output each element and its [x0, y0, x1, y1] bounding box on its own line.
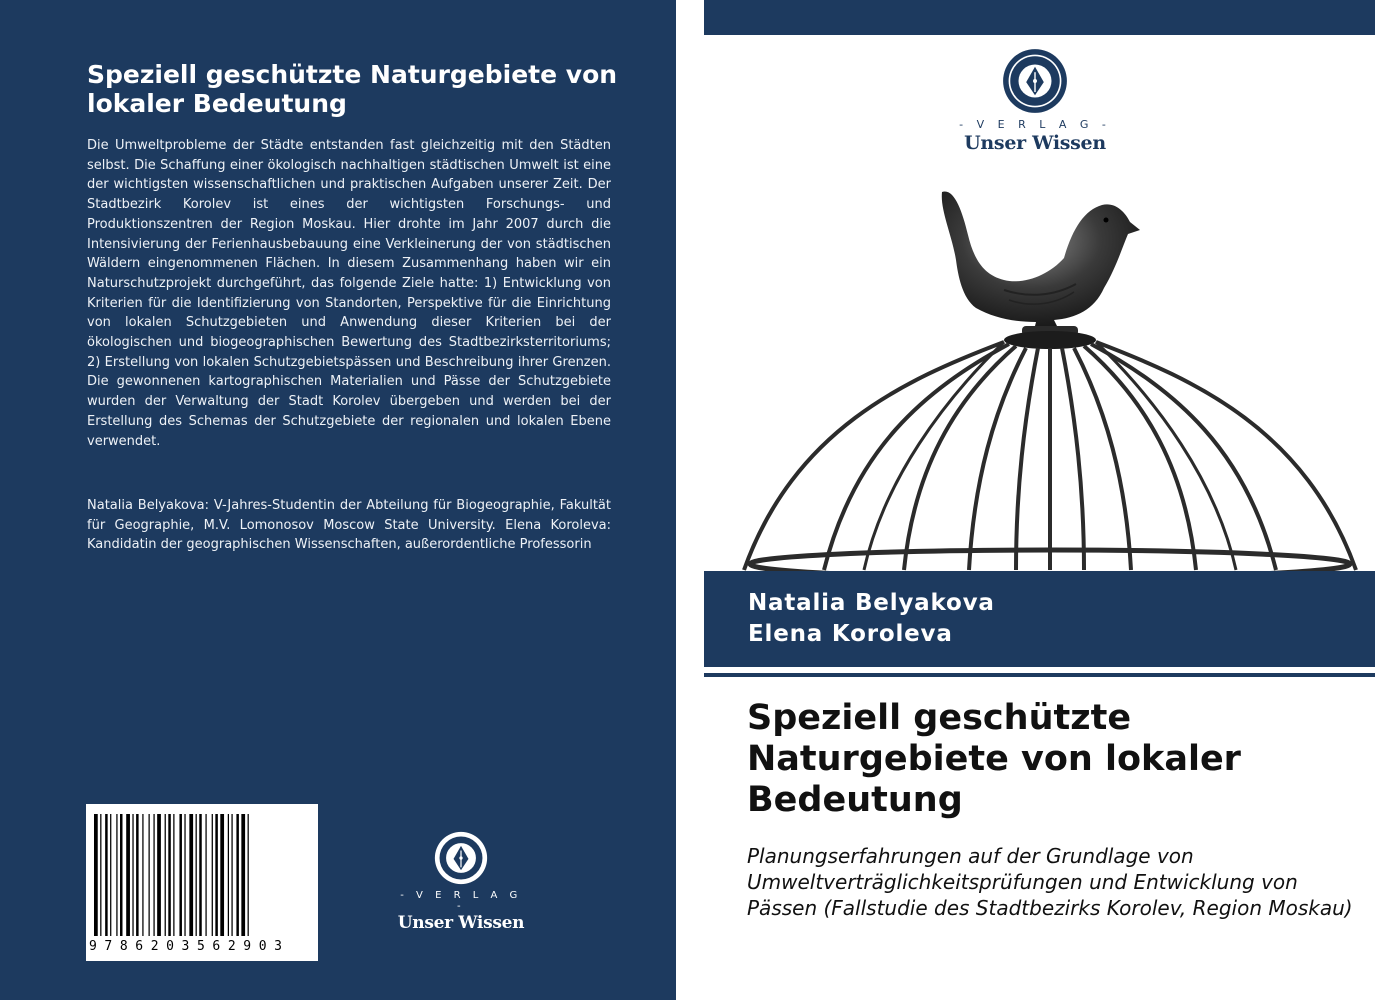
- front-publisher-logo: [955, 48, 1115, 154]
- author-band: [704, 571, 1375, 667]
- barcode-bar: [236, 814, 239, 936]
- barcode-bar: [94, 814, 98, 936]
- isbn-number: 9786203562903: [89, 939, 290, 954]
- barcode-bar: [196, 814, 197, 936]
- barcode-bar: [179, 814, 182, 936]
- barcode-bar: [220, 814, 224, 936]
- isbn-barcode: [86, 804, 318, 961]
- back-cover-blurb: Die Umweltprobleme der Städte entstanden fast gleichzeitig mit den Städten selbst. Die Schaffung einer ökologisch nachhaltigen städtischen Umwelt ist eine der wichtigsten wissenschaftlichen und praktischen Aufgaben unserer Zeit. Der Stadtbezirk Korolev ist eines der wichtigsten Forschungs- und Produktionszentren der Region Moskau. Hier drohte im Jahr 2007 durch die Intensivierung der Ferienhausbebauung eine Verkleinerung der von städtischen Wäldern eingenommenen Flächen. In diesem Zusammenhang haben wir ein Naturschutzprojekt durchgeführt, das folgende Ziele hatte: 1) Entwicklung von Kriterien für die Identifizierung von Standorten, Perspektive für die Einrichtung von lokalen Schutzgebieten und Anwendung dieser Kriterien bei der ökologischen und biogeographischen Bewertung des Stadtbezirksterritoriums; 2) Erstellung von lokalen Schutzgebietspässen und Beschreibung ihrer Grenzen. Die gewonnenen kartographischen Materialien und Pässe der Schutzgebiete wurden der Verwaltung der Stadt Korolev übergeben und werden bei der Erstellung des Schemas der Schutzgebiete der regionalen und lokalen Ebene verwendet.: [87, 138, 611, 449]
- publisher-seal-icon: [433, 830, 489, 886]
- barcode-bar: [228, 814, 229, 936]
- author-bio: Natalia Belyakova: V-Jahres-Studentin der Abteilung für Biogeographie, Fakultät für Geographie, M.V. Lomonosov Moscow State University. Elena Koroleva: Kandidatin der geographischen Wissenschaften, außerordentliche Professorin: [87, 498, 611, 553]
- barcode-bar: [248, 814, 249, 936]
- barcode-bar: [212, 814, 213, 936]
- publisher-name: Unser Wissen: [964, 132, 1106, 154]
- barcode-bar: [157, 814, 161, 936]
- barcode-bar: [205, 814, 206, 936]
- barcode-bar: [231, 814, 232, 936]
- barcode-bar: [173, 814, 174, 936]
- barcode-bar: [116, 814, 117, 936]
- barcode-bar: [168, 814, 171, 936]
- barcode-bar: [149, 814, 150, 936]
- front-cover-title: Speziell geschützte Naturgebiete von lokaler Bedeutung: [747, 698, 1241, 820]
- publisher-verlag-label: - V E R L A G -: [400, 890, 522, 912]
- author-name-1: Natalia Belyakova: [748, 590, 995, 616]
- publisher-name: Unser Wissen: [397, 913, 525, 933]
- front-cover-subtitle: Planungserfahrungen auf der Grundlage von Umweltverträglichkeitsprüfungen und Entwicklung von Pässen (Fallstudie des Stadtbezirks Korolev, Region Moskau): [747, 844, 1353, 920]
- barcode-bar: [100, 814, 101, 936]
- barcode-bar: [165, 814, 166, 936]
- barcode-bar: [199, 814, 202, 936]
- front-top-bar: [704, 0, 1375, 35]
- publisher-verlag-label: - V E R L A G -: [959, 118, 1111, 131]
- spine-gap: [676, 0, 704, 1000]
- barcode-icon: [86, 804, 318, 961]
- bird-cage-icon: [704, 180, 1375, 572]
- barcode-bar: [126, 814, 130, 936]
- back-cover: [0, 0, 676, 1000]
- barcode-bar: [132, 814, 133, 936]
- barcode-bar: [215, 814, 218, 936]
- barcode-bar: [105, 814, 108, 936]
- barcode-bar: [189, 814, 193, 936]
- back-cover-title: Speziell geschützte Naturgebiete von lokaler Bedeutung: [87, 60, 618, 118]
- barcode-bar: [241, 814, 245, 936]
- author-name-2: Elena Koroleva: [748, 621, 953, 647]
- barcode-bar: [110, 814, 111, 936]
- barcode-bar: [136, 814, 139, 936]
- publisher-seal-icon: [1002, 48, 1068, 114]
- back-publisher-logo: [396, 830, 526, 933]
- front-divider: [704, 673, 1375, 677]
- barcode-bar: [142, 814, 143, 936]
- bird-figure: [942, 192, 1140, 349]
- barcode-bar: [153, 814, 154, 936]
- barcode-bar: [120, 814, 123, 936]
- barcode-bar: [184, 814, 185, 936]
- cage-wires: [744, 342, 1356, 570]
